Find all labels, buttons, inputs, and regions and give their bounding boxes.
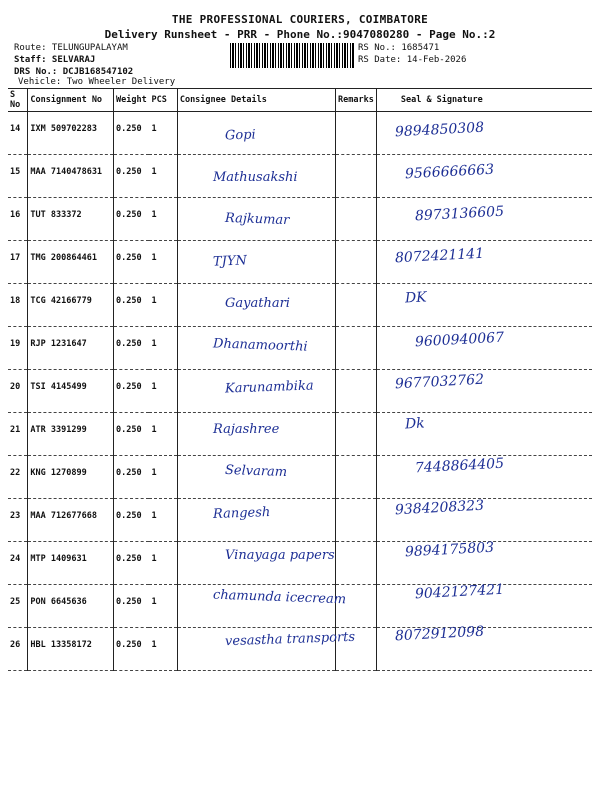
- consignee-cell: [177, 241, 335, 284]
- signature-mark: 9042127421: [414, 581, 505, 603]
- consignee-cell: [177, 112, 335, 155]
- weight-cell: 0.250: [113, 284, 149, 327]
- pcs-cell: 1: [149, 413, 177, 456]
- handwritten-consignee-name: Rajashree: [213, 422, 280, 437]
- sno-cell: 22: [8, 456, 28, 499]
- weight-cell: 0.250: [113, 628, 149, 671]
- handwritten-consignee-name: vesastha transports: [224, 629, 356, 650]
- consignment-cell: PON 6645636: [28, 585, 114, 628]
- col-remarks: Remarks: [336, 89, 377, 112]
- signature-mark: 9566666663: [404, 161, 495, 183]
- sno-cell: 23: [8, 499, 28, 542]
- vehicle-label: Vehicle: Two Wheeler Delivery: [18, 77, 176, 87]
- consignment-cell: RJP 1231647: [28, 327, 114, 370]
- handwritten-consignee-name: TJYN: [212, 253, 248, 270]
- signature-mark: 9600940067: [414, 329, 505, 351]
- handwritten-consignee-name: Mathusakshi: [213, 170, 298, 185]
- remarks-cell: [336, 198, 377, 241]
- table-row: [8, 284, 592, 327]
- rs-date-label: RS Date: 14-Feb-2026: [358, 55, 467, 65]
- signature-mark: Dk: [404, 415, 426, 433]
- remarks-cell: [336, 413, 377, 456]
- handwritten-consignee-name: Karunambika: [224, 378, 314, 397]
- pcs-cell: 1: [149, 112, 177, 155]
- signature-mark: 7448864405: [414, 455, 505, 477]
- handwritten-consignee-name: Vinayaga papers: [225, 548, 335, 563]
- pcs-cell: 1: [149, 499, 177, 542]
- sno-cell: 16: [8, 198, 28, 241]
- table-row: [8, 241, 592, 284]
- weight-cell: 0.250: [113, 155, 149, 198]
- signature-mark: 8973136605: [414, 203, 505, 225]
- col-weight: Weight: [113, 89, 149, 112]
- weight-cell: 0.250: [113, 585, 149, 628]
- remarks-cell: [336, 327, 377, 370]
- pcs-cell: 1: [149, 198, 177, 241]
- table-row: [8, 155, 592, 198]
- pcs-cell: 1: [149, 241, 177, 284]
- drs-label: DRS No.: DCJB168547102: [14, 67, 134, 77]
- sno-cell: 20: [8, 370, 28, 413]
- rs-no-label: RS No.: 1685471: [358, 43, 440, 53]
- handwritten-consignee-name: Dhanamoorthi: [212, 336, 308, 355]
- weight-cell: 0.250: [113, 112, 149, 155]
- runsheet-subtitle: Delivery Runsheet - PRR - Phone No.:9047080280 - Page No.:2: [104, 28, 496, 41]
- table-header: [8, 89, 592, 112]
- pcs-cell: 1: [149, 456, 177, 499]
- pcs-cell: 1: [149, 542, 177, 585]
- signature-mark: 9384208323: [394, 497, 485, 519]
- remarks-cell: [336, 542, 377, 585]
- company-title: THE PROFESSIONAL COURIERS, COIMBATORE: [171, 13, 429, 26]
- signature-mark: 9677032762: [394, 371, 485, 393]
- weight-cell: 0.250: [113, 456, 149, 499]
- consignment-cell: IXM 509702283: [28, 112, 114, 155]
- col-consignee: Consignee Details: [177, 89, 335, 112]
- weight-cell: 0.250: [113, 327, 149, 370]
- barcode: [230, 43, 355, 68]
- sno-cell: 25: [8, 585, 28, 628]
- remarks-cell: [336, 112, 377, 155]
- signature-mark: 8072912098: [394, 623, 485, 645]
- handwritten-consignee-name: Gayathari: [225, 296, 290, 311]
- col-sno: S No: [8, 89, 28, 112]
- consignment-cell: KNG 1270899: [28, 456, 114, 499]
- table-row: [8, 112, 592, 155]
- signature-mark: DK: [404, 289, 428, 307]
- signature-mark: 8072421141: [394, 245, 485, 267]
- remarks-cell: [336, 499, 377, 542]
- handwritten-consignee-name: Selvaram: [224, 462, 288, 481]
- consignment-cell: TCG 42166779: [28, 284, 114, 327]
- signature-mark: 9894850308: [394, 119, 485, 141]
- weight-cell: 0.250: [113, 241, 149, 284]
- sno-cell: 26: [8, 628, 28, 671]
- remarks-cell: [336, 456, 377, 499]
- consignment-cell: MTP 1409631: [28, 542, 114, 585]
- sno-cell: 21: [8, 413, 28, 456]
- remarks-cell: [336, 284, 377, 327]
- weight-cell: 0.250: [113, 499, 149, 542]
- handwritten-consignee-name: Gopi: [224, 127, 256, 144]
- sno-cell: 17: [8, 241, 28, 284]
- pcs-cell: 1: [149, 628, 177, 671]
- table-row: [8, 413, 592, 456]
- consignment-cell: HBL 13358172: [28, 628, 114, 671]
- sno-cell: 24: [8, 542, 28, 585]
- handwritten-consignee-name: chamunda icecream: [212, 587, 347, 608]
- pcs-cell: 1: [149, 327, 177, 370]
- remarks-cell: [336, 155, 377, 198]
- pcs-cell: 1: [149, 155, 177, 198]
- consignment-cell: MAA 7140478631: [28, 155, 114, 198]
- consignment-cell: MAA 712677668: [28, 499, 114, 542]
- consignment-cell: TMG 200864461: [28, 241, 114, 284]
- pcs-cell: 1: [149, 284, 177, 327]
- handwritten-consignee-name: Rajkumar: [224, 210, 290, 229]
- sno-cell: 14: [8, 112, 28, 155]
- remarks-cell: [336, 370, 377, 413]
- weight-cell: 0.250: [113, 413, 149, 456]
- col-pcs: PCS: [149, 89, 177, 112]
- sno-cell: 15: [8, 155, 28, 198]
- consignment-cell: TUT 833372: [28, 198, 114, 241]
- weight-cell: 0.250: [113, 542, 149, 585]
- consignment-cell: TSI 4145499: [28, 370, 114, 413]
- staff-label: Staff: SELVARAJ: [14, 55, 96, 65]
- pcs-cell: 1: [149, 370, 177, 413]
- col-consignment: Consignment No: [28, 89, 114, 112]
- sno-cell: 19: [8, 327, 28, 370]
- pcs-cell: 1: [149, 585, 177, 628]
- col-seal: Seal & Signature: [376, 89, 592, 112]
- table-row: [8, 499, 592, 542]
- sno-cell: 18: [8, 284, 28, 327]
- handwritten-consignee-name: Rangesh: [212, 505, 271, 522]
- route-label: Route: TELUNGUPALAYAM: [14, 43, 128, 53]
- signature-mark: 9894175803: [404, 539, 495, 561]
- table-row: [8, 456, 592, 499]
- weight-cell: 0.250: [113, 370, 149, 413]
- consignment-cell: ATR 3391299: [28, 413, 114, 456]
- weight-cell: 0.250: [113, 198, 149, 241]
- remarks-cell: [336, 241, 377, 284]
